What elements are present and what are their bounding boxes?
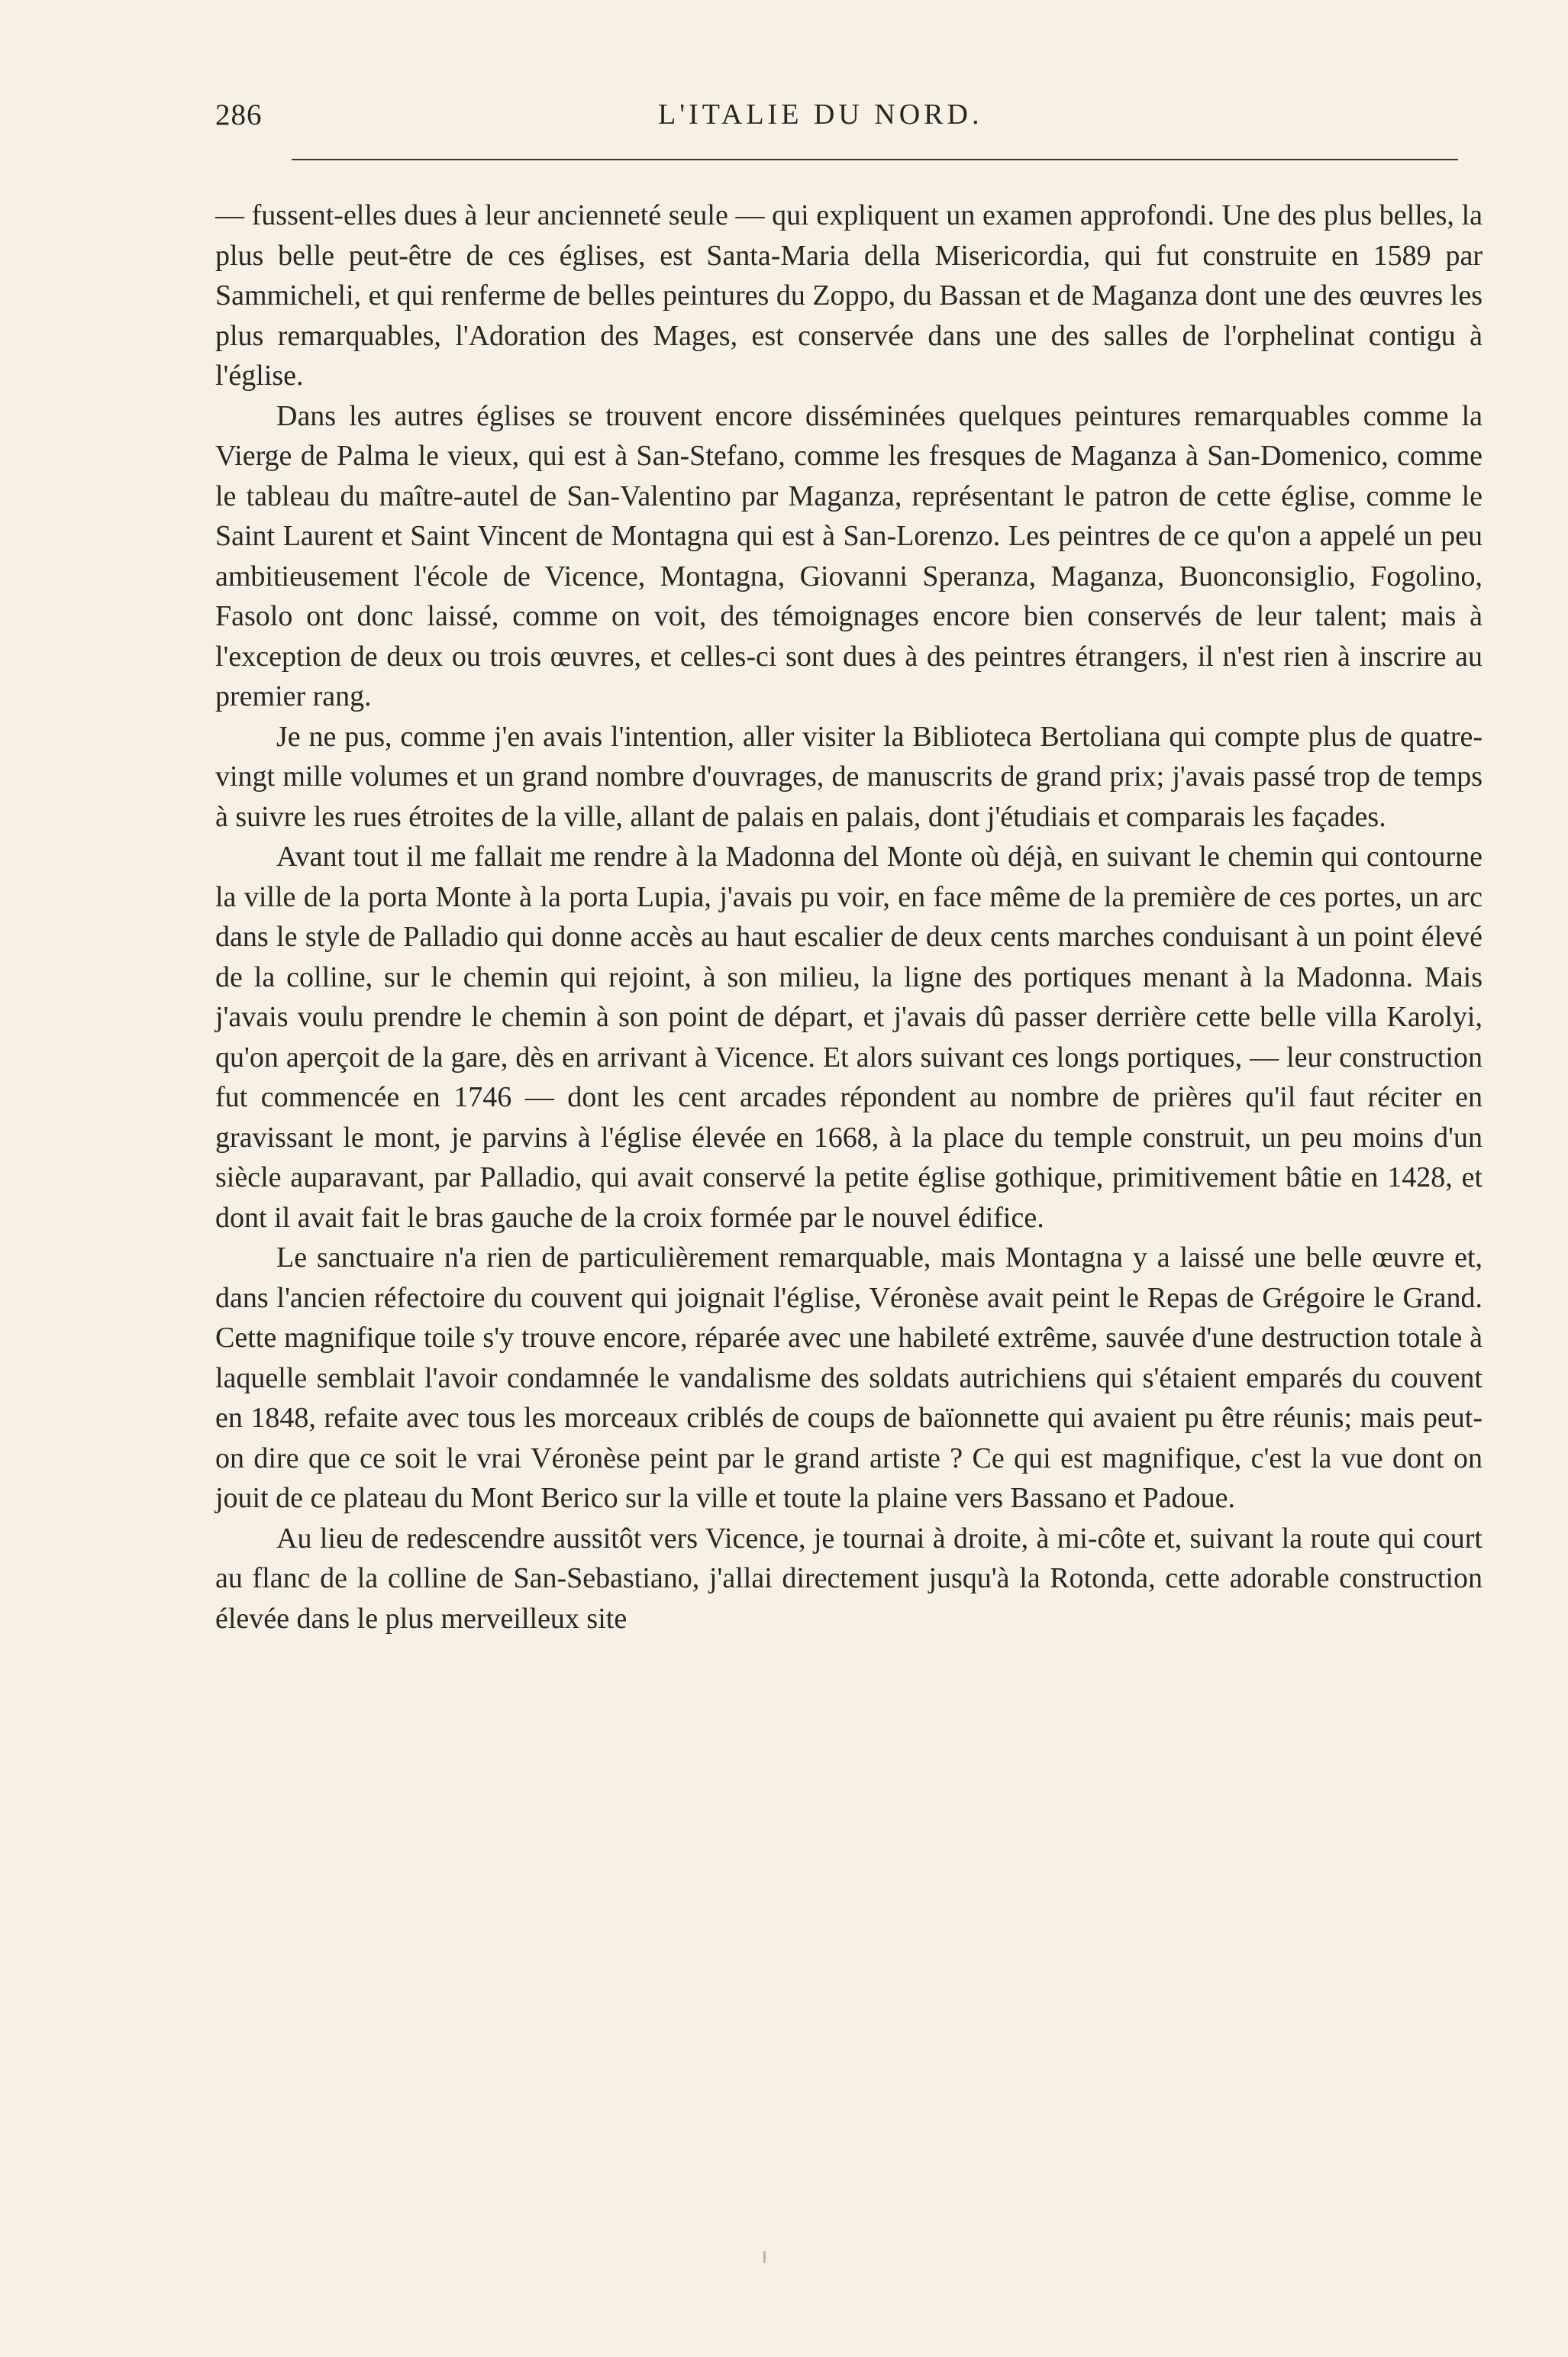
paragraph-6: Au lieu de redescendre aussitôt vers Vicence, je tournai à droite, à mi-côte et, suivant la route qui court au flanc de la colline de San-Sebastiano, j'allai directement jusqu'à la Rotonda, cette adorable construction élevée dans le plus merveilleux site: [215, 1522, 1483, 1635]
running-title: L'ITALIE DU NORD.: [658, 98, 983, 131]
paper-speck: [763, 2251, 766, 2263]
paragraph-3: Je ne pus, comme j'en avais l'intention, aller visiter la Biblioteca Bertoliana qui compte plus de quatre-vingt mille volumes et un grand nombre d'ouvrages, de manuscrits de grand prix; j'avais passé trop de temps à suivre les rues étroites de la ville, allant de palais en palais, dont j'étudiais et comparais les façades.: [215, 720, 1483, 833]
paragraph-1: — fussent-elles dues à leur ancienneté seule — qui expliquent un examen approfondi. Une des plus belles, la plus belle peut-être de ces églises, est Santa-Maria della Misericordia, qui fut construite en 1589 par Sammicheli, et qui renferme de belles peintures du Zoppo, du Bassan et de Maganza dont une des œuvres les plus remarquables, l'Adoration des Mages, est conservée dans une des salles de l'orphelinat contigu à l'église.: [215, 199, 1483, 392]
paragraph-5: Le sanctuaire n'a rien de particulièrement remarquable, mais Montagna y a laissé une belle œuvre et, dans l'ancien réfectoire du couvent qui joignait l'église, Véronèse avait peint le Repas de Grégoire le Grand. Cette magnifique toile s'y trouve encore, réparée avec une habileté extrême, sauvée d'une destruction totale à laquelle semblait l'avoir condamnée le vandalisme des soldats autrichiens qui s'étaient emparés du couvent en 1848, refaite avec tous les morceaux criblés de coups de baïonnette qui avaient pu être réunis; mais peut-on dire que ce soit le vrai Véronèse peint par le grand artiste ? Ce qui est magnifique, c'est la vue dont on jouit de ce plateau du Mont Berico sur la ville et toute la plaine vers Bassano et Padoue.: [215, 1241, 1483, 1514]
running-head: [215, 98, 1483, 144]
paragraph-4: Avant tout il me fallait me rendre à la Madonna del Monte où déjà, en suivant le chemin qui contourne la ville de la porta Monte à la porta Lupia, j'avais pu voir, en face même de la première de ces portes, un arc dans le style de Palladio qui donne accès au haut escalier de deux cents marches conduisant à un point élevé de la colline, sur le chemin qui rejoint, à son milieu, la ligne des portiques menant à la Madonna. Mais j'avais voulu prendre le chemin à son point de départ, et j'avais dû passer derrière cette belle villa Karolyi, qu'on aperçoit de la gare, dès en arrivant à Vicence. Et alors suivant ces longs portiques, — leur construction fut commencée en 1746 — dont les cent arcades répondent au nombre de prières qu'il faut réciter en gravissant le mont, je parvins à l'église élevée en 1668, à la place du temple construit, un peu moins d'un siècle auparavant, par Palladio, qui avait conservé la petite église gothique, primitivement bâtie en 1428, et dont il avait fait le bras gauche de la croix formée par le nouvel édifice.: [215, 841, 1483, 1234]
header-rule: [292, 159, 1458, 160]
page-number: 286: [215, 98, 263, 131]
body-text: [215, 195, 1483, 1639]
paragraph-2: Dans les autres églises se trouvent encore disséminées quelques peintures remarquables comme la Vierge de Palma le vieux, qui est à San-Stefano, comme les fresques de Maganza à San-Domenico, comme le tableau du maître-autel de San-Valentino par Maganza, représentant le patron de cette église, comme le Saint Laurent et Saint Vincent de Montagna qui est à San-Lorenzo. Les peintres de ce qu'on a appelé un peu ambitieusement l'école de Vicence, Montagna, Giovanni Speranza, Maganza, Buonconsiglio, Fogolino, Fasolo ont donc laissé, comme on voit, des témoignages encore bien conservés de leur talent; mais à l'exception de deux ou trois œuvres, et celles-ci sont dues à des peintres étrangers, il n'est rien à inscrire au premier rang.: [215, 399, 1483, 712]
